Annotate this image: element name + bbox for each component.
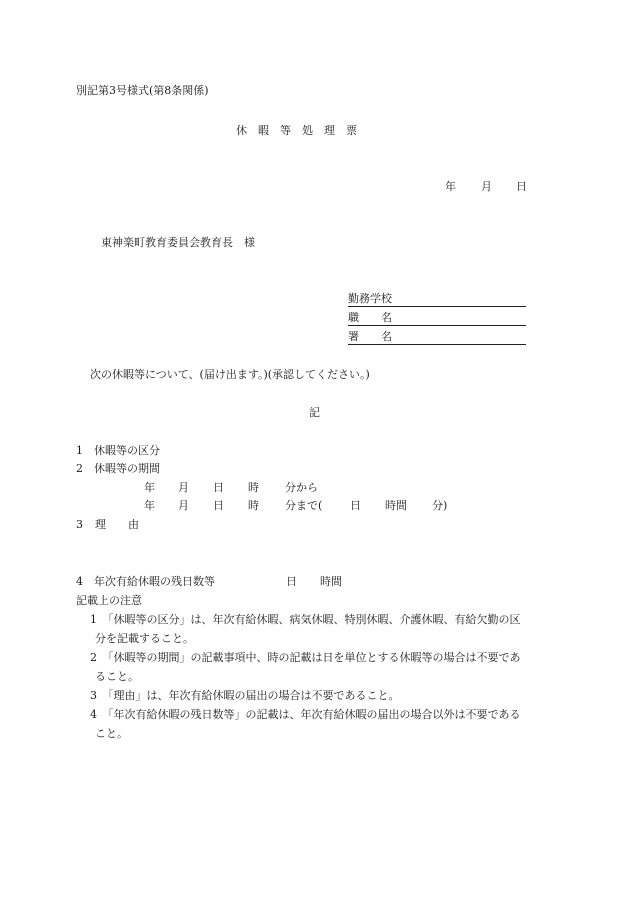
page-title: 休 暇 等 処 理 票 (236, 124, 357, 137)
item-reason-label: 理 由 (95, 518, 139, 531)
period-from-minute: 分から (285, 481, 318, 494)
note-4-line-1: 4 「年次有給休暇の残日数等」の記載は、年次有給休暇の届出の場合以外は不要である (90, 708, 521, 721)
school-field[interactable] (348, 292, 526, 307)
note-3: 3 「理由」は、年次有給休暇の届出の場合は不要であること。 (90, 689, 400, 702)
date-day: 日 (516, 180, 527, 193)
item-leave-period: 2 休暇等の期間 (76, 462, 160, 475)
remaining-hours: 時間 (320, 575, 342, 588)
ki-heading: 記 (309, 406, 320, 419)
notes-heading: 記載上の注意 (76, 594, 142, 607)
period-total-minutes: 分) (432, 499, 448, 512)
period-total-hours: 時間 (385, 499, 407, 512)
note-1-line-2: 分を記載すること。 (95, 632, 194, 645)
note-2-line-1: 2 「休暇等の期間」の記載事項中、時の記載は日を単位とする休暇等の場合は不要であ (90, 651, 521, 664)
item-reason-number: 3 (76, 518, 83, 531)
signature-field[interactable] (348, 330, 526, 345)
note-1-line-1: 1 「休暇等の区分」は、年次有給休暇、病気休暇、特別休暇、介護休暇、有給欠勤の区 (90, 613, 521, 626)
period-from-year: 年 (144, 481, 155, 494)
request-text: 次の休暇等について、(届け出ます。)(承認してください。) (90, 368, 370, 381)
form-number: 別記第3号様式(第8条関係) (76, 84, 209, 97)
item-remaining-leave: 4 年次有給休暇の残日数等 (76, 575, 215, 588)
item-leave-type: 1 休暇等の区分 (76, 444, 160, 457)
period-total-days: 日 (350, 499, 361, 512)
note-2-line-2: ること。 (95, 670, 139, 683)
period-to-hour: 時 (248, 499, 259, 512)
position-label: 職 名 (348, 311, 392, 324)
period-to-day: 日 (213, 499, 224, 512)
position-field[interactable] (348, 311, 526, 326)
period-to-year: 年 (144, 499, 155, 512)
period-from-day: 日 (213, 481, 224, 494)
period-to-month: 月 (178, 499, 189, 512)
signature-label: 署 名 (348, 330, 392, 343)
addressee: 東神楽町教育委員会教育長 様 (101, 236, 255, 249)
period-from-month: 月 (178, 481, 189, 494)
date-month: 月 (481, 180, 492, 193)
remaining-days: 日 (286, 575, 297, 588)
school-label: 勤務学校 (348, 292, 392, 305)
period-to-minute: 分まで( (285, 499, 323, 512)
note-4-line-2: こと。 (95, 727, 128, 740)
date-year: 年 (445, 180, 456, 193)
period-from-hour: 時 (248, 481, 259, 494)
